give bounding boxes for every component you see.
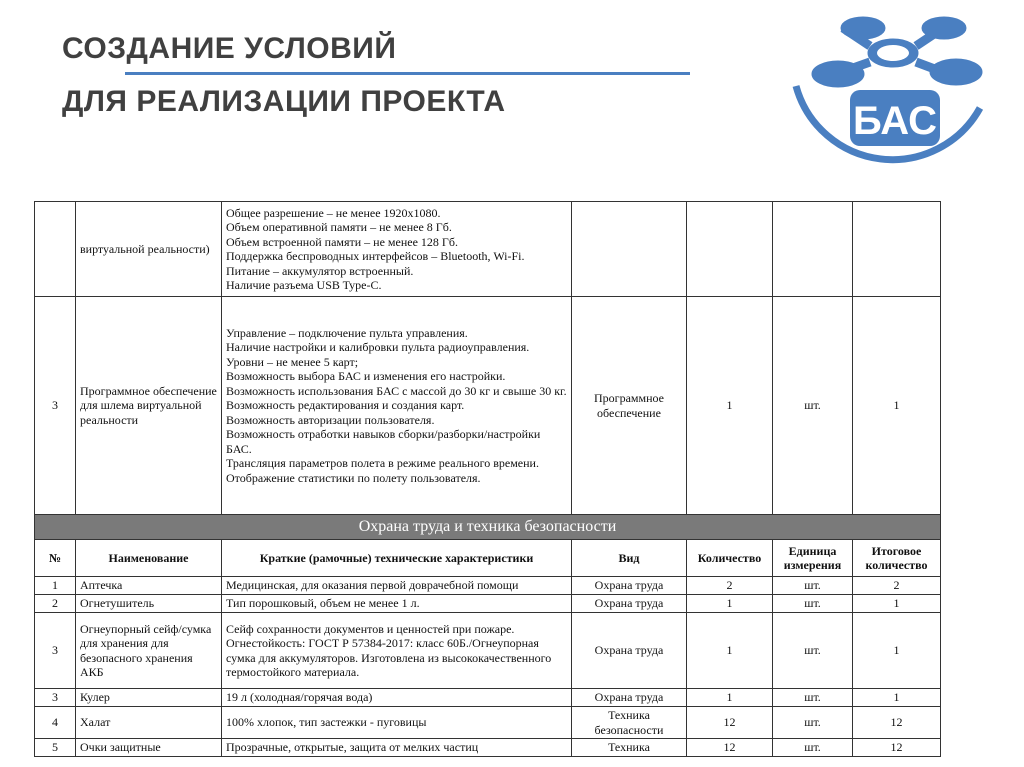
table-row — [35, 297, 941, 515]
cell-qty: 1 — [687, 595, 773, 613]
spec-line: Возможность авторизации пользователя. — [226, 412, 435, 427]
cell-total: 1 — [853, 613, 941, 689]
slide-title-line2: ДЛЯ РЕАЛИЗАЦИИ ПРОЕКТА — [62, 85, 506, 118]
table-row — [35, 595, 941, 613]
cell-qty — [687, 202, 773, 297]
cell-name: Огнеупорный сейф/сумка для хранения для безопасного хранения АКБ — [76, 613, 222, 689]
spec-line: Возможность отработки навыков сборки/разборки/настройки БАС. — [226, 427, 541, 456]
cell-num — [35, 202, 76, 297]
cell-total: 1 — [853, 595, 941, 613]
cell-qty: 1 — [687, 297, 773, 515]
header-specs: Краткие (рамочные) технические характеристики — [222, 540, 572, 577]
spec-line: Питание – аккумулятор встроенный. — [226, 263, 414, 278]
spec-line: Объем встроенной памяти – не менее 128 Гб. — [226, 234, 458, 249]
cell-total: 12 — [853, 707, 941, 739]
cell-kind: Охрана труда — [572, 613, 687, 689]
cell-spec: Сейф сохранности документов и ценностей при пожаре. Огнестойкость: ГОСТ Р 57384-2017: класс 60Б./Огнеупорная сумка для аккумуляторов. Изготовлена из высококачественного термостойкого материала. — [222, 613, 572, 689]
cell-name: Кулер — [76, 689, 222, 707]
cell-name: Очки защитные — [76, 739, 222, 757]
logo-text: БАС — [852, 99, 938, 143]
cell-kind: Охрана труда — [572, 577, 687, 595]
spec-line: Наличие настройки и калибровки пульта радиоуправления. — [226, 340, 530, 355]
spec-line: Управление – подключение пульта управления. — [226, 325, 468, 340]
cell-specs — [222, 297, 572, 515]
cell-num: 3 — [35, 689, 76, 707]
header-qty: Количество — [687, 540, 773, 577]
cell-unit: шт. — [773, 707, 853, 739]
cell-spec: Тип порошковый, объем не менее 1 л. — [222, 595, 572, 613]
cell-qty: 12 — [687, 707, 773, 739]
spec-line: Возможность использования БАС с массой до 30 кг и свыше 30 кг. — [226, 383, 567, 398]
cell-spec: Медицинская, для оказания первой доврачебной помощи — [222, 577, 572, 595]
cell-kind — [572, 202, 687, 297]
section-header-row — [35, 515, 941, 540]
table-row — [35, 613, 941, 689]
cell-num: 5 — [35, 739, 76, 757]
spec-line: Поддержка беспроводных интерфейсов – Bluetooth, Wi-Fi. — [226, 249, 525, 263]
cell-unit: шт. — [773, 689, 853, 707]
cell-name: виртуальной реальности) — [76, 202, 222, 297]
cell-num: 3 — [35, 613, 76, 689]
cell-unit: шт. — [773, 739, 853, 757]
table-row — [35, 577, 941, 595]
slide-title-line1: СОЗДАНИЕ УСЛОВИЙ — [62, 32, 397, 65]
spec-line: Общее разрешение – не менее 1920x1080. — [226, 205, 441, 220]
header-unit: Единица измерения — [773, 540, 853, 577]
cell-name: Программное обеспечение для шлема виртуальной реальности — [76, 297, 222, 515]
cell-kind: Охрана труда — [572, 595, 687, 613]
cell-unit: шт. — [773, 613, 853, 689]
cell-qty: 2 — [687, 577, 773, 595]
cell-kind: Техника безопасности — [572, 707, 687, 739]
cell-num: 2 — [35, 595, 76, 613]
header-kind: Вид — [572, 540, 687, 577]
cell-num: 4 — [35, 707, 76, 739]
cell-spec: 19 л (холодная/горячая вода) — [222, 689, 572, 707]
cell-total: 1 — [853, 297, 941, 515]
spec-line: Наличие разъема USB Type-C. — [226, 278, 382, 292]
cell-unit: шт. — [773, 297, 853, 515]
cell-num: 3 — [35, 297, 76, 515]
table-row — [35, 689, 941, 707]
cell-total — [853, 202, 941, 297]
header-total: Итоговое количество — [853, 540, 941, 577]
table-row — [35, 202, 941, 297]
cell-unit: шт. — [773, 577, 853, 595]
cell-qty: 1 — [687, 613, 773, 689]
spec-line: Возможность редактирования и создания карт. — [226, 398, 465, 413]
cell-unit: шт. — [773, 595, 853, 613]
header-num: № — [35, 540, 76, 577]
title-underline — [125, 72, 690, 75]
cell-qty: 1 — [687, 689, 773, 707]
spec-line: Возможность выбора БАС и изменения его настройки. — [226, 369, 506, 384]
table-header-row — [35, 540, 941, 577]
cell-specs — [222, 202, 572, 297]
cell-total: 1 — [853, 689, 941, 707]
cell-spec: Прозрачные, открытые, защита от мелких частиц — [222, 739, 572, 757]
cell-name: Халат — [76, 707, 222, 739]
header-name: Наименование — [76, 540, 222, 577]
section-title: Охрана труда и техника безопасности — [35, 515, 941, 540]
spec-line: Уровни – не менее 5 карт; — [226, 354, 359, 369]
cell-spec: 100% хлопок, тип застежки - пуговицы — [222, 707, 572, 739]
table-row — [35, 707, 941, 739]
cell-name: Аптечка — [76, 577, 222, 595]
cell-unit — [773, 202, 853, 297]
spec-line: Трансляция параметров полета в режиме реального времени. — [226, 456, 539, 471]
cell-name: Огнетушитель — [76, 595, 222, 613]
cell-num: 1 — [35, 577, 76, 595]
table-row — [35, 739, 941, 757]
cell-qty: 12 — [687, 739, 773, 757]
cell-total: 12 — [853, 739, 941, 757]
spec-line: Объем оперативной памяти – не менее 8 Гб. — [226, 220, 452, 234]
drone-logo-icon — [788, 8, 998, 176]
spec-line: Отображение статистики по полету пользователя. — [226, 470, 481, 485]
equipment-table — [34, 201, 941, 757]
cell-total: 2 — [853, 577, 941, 595]
cell-kind: Техника — [572, 739, 687, 757]
bas-logo — [788, 8, 998, 181]
cell-kind: Программное обеспечение — [572, 297, 687, 515]
cell-kind: Охрана труда — [572, 689, 687, 707]
